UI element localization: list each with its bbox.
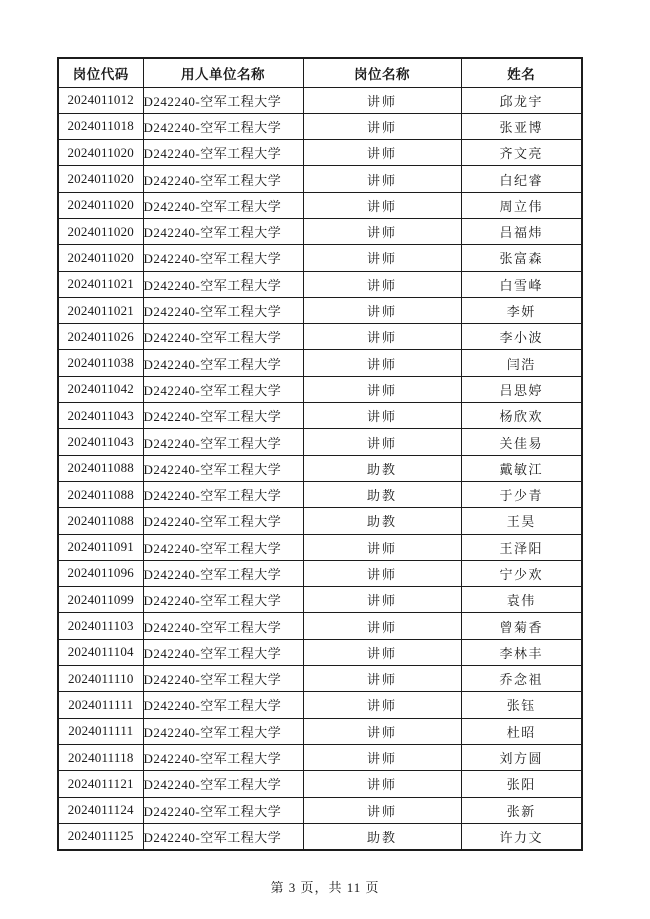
cell-position-title: 讲师 (303, 429, 461, 455)
table-row (58, 639, 582, 665)
cell-position-title: 讲师 (303, 192, 461, 218)
cell-person-name: 张钰 (461, 692, 582, 718)
cell-employer-name: D242240-空军工程大学 (143, 166, 303, 192)
cell-position-code: 2024011043 (58, 429, 143, 455)
cell-person-name: 李妍 (461, 297, 582, 323)
table-row (58, 560, 582, 586)
table-row (58, 297, 582, 323)
cell-position-code: 2024011088 (58, 481, 143, 507)
cell-position-code: 2024011099 (58, 587, 143, 613)
cell-position-code: 2024011118 (58, 744, 143, 770)
cell-person-name: 张富森 (461, 245, 582, 271)
cell-position-code: 2024011110 (58, 666, 143, 692)
cell-position-title: 助教 (303, 455, 461, 481)
table-header (58, 58, 582, 87)
cell-position-title: 讲师 (303, 403, 461, 429)
table-body (58, 87, 582, 850)
table-row (58, 666, 582, 692)
table-row (58, 271, 582, 297)
cell-person-name: 杨欣欢 (461, 403, 582, 429)
cell-person-name: 许力文 (461, 823, 582, 849)
cell-employer-name: D242240-空军工程大学 (143, 245, 303, 271)
column-header-code: 岗位代码 (58, 58, 143, 87)
cell-position-code: 2024011104 (58, 639, 143, 665)
cell-person-name: 吕福炜 (461, 218, 582, 244)
cell-position-title: 讲师 (303, 324, 461, 350)
cell-position-code: 2024011020 (58, 140, 143, 166)
cell-person-name: 戴敏江 (461, 455, 582, 481)
table-row (58, 797, 582, 823)
cell-person-name: 于少青 (461, 481, 582, 507)
cell-employer-name: D242240-空军工程大学 (143, 429, 303, 455)
cell-employer-name: D242240-空军工程大学 (143, 192, 303, 218)
cell-position-title: 讲师 (303, 350, 461, 376)
cell-employer-name: D242240-空军工程大学 (143, 218, 303, 244)
cell-position-title: 讲师 (303, 166, 461, 192)
table-row (58, 481, 582, 507)
cell-position-code: 2024011020 (58, 245, 143, 271)
cell-position-code: 2024011124 (58, 797, 143, 823)
table-row (58, 534, 582, 560)
table-row (58, 771, 582, 797)
cell-position-title: 讲师 (303, 271, 461, 297)
cell-person-name: 周立伟 (461, 192, 582, 218)
cell-position-title: 讲师 (303, 692, 461, 718)
cell-employer-name: D242240-空军工程大学 (143, 481, 303, 507)
cell-position-title: 讲师 (303, 140, 461, 166)
cell-position-code: 2024011026 (58, 324, 143, 350)
cell-position-code: 2024011038 (58, 350, 143, 376)
table-row (58, 455, 582, 481)
cell-employer-name: D242240-空军工程大学 (143, 534, 303, 560)
cell-position-title: 讲师 (303, 666, 461, 692)
cell-position-code: 2024011111 (58, 692, 143, 718)
cell-employer-name: D242240-空军工程大学 (143, 666, 303, 692)
cell-person-name: 白纪睿 (461, 166, 582, 192)
cell-employer-name: D242240-空军工程大学 (143, 718, 303, 744)
cell-employer-name: D242240-空军工程大学 (143, 560, 303, 586)
cell-person-name: 吕思婷 (461, 376, 582, 402)
column-header-position: 岗位名称 (303, 58, 461, 87)
table-row (58, 113, 582, 139)
table-row (58, 587, 582, 613)
table-row (58, 218, 582, 244)
cell-person-name: 白雪峰 (461, 271, 582, 297)
cell-person-name: 杜昭 (461, 718, 582, 744)
cell-position-title: 讲师 (303, 87, 461, 113)
table-row (58, 744, 582, 770)
cell-position-code: 2024011111 (58, 718, 143, 744)
cell-person-name: 曾菊香 (461, 613, 582, 639)
table-row (58, 403, 582, 429)
cell-position-code: 2024011012 (58, 87, 143, 113)
cell-employer-name: D242240-空军工程大学 (143, 297, 303, 323)
cell-employer-name: D242240-空军工程大学 (143, 324, 303, 350)
cell-position-code: 2024011125 (58, 823, 143, 849)
cell-employer-name: D242240-空军工程大学 (143, 140, 303, 166)
cell-position-title: 讲师 (303, 718, 461, 744)
cell-person-name: 张新 (461, 797, 582, 823)
table-row (58, 166, 582, 192)
header-row (58, 58, 582, 87)
cell-position-title: 助教 (303, 508, 461, 534)
cell-position-code: 2024011021 (58, 271, 143, 297)
table-row (58, 192, 582, 218)
cell-position-code: 2024011096 (58, 560, 143, 586)
table-row (58, 718, 582, 744)
cell-employer-name: D242240-空军工程大学 (143, 455, 303, 481)
cell-employer-name: D242240-空军工程大学 (143, 771, 303, 797)
column-header-employer: 用人单位名称 (143, 58, 303, 87)
cell-person-name: 袁伟 (461, 587, 582, 613)
table-row (58, 429, 582, 455)
cell-position-code: 2024011018 (58, 113, 143, 139)
cell-position-code: 2024011020 (58, 218, 143, 244)
cell-employer-name: D242240-空军工程大学 (143, 744, 303, 770)
table-row (58, 324, 582, 350)
cell-position-code: 2024011021 (58, 297, 143, 323)
cell-position-code: 2024011103 (58, 613, 143, 639)
table-row (58, 87, 582, 113)
cell-position-title: 讲师 (303, 639, 461, 665)
cell-employer-name: D242240-空军工程大学 (143, 692, 303, 718)
cell-position-title: 讲师 (303, 560, 461, 586)
cell-person-name: 李小波 (461, 324, 582, 350)
cell-position-code: 2024011020 (58, 166, 143, 192)
cell-employer-name: D242240-空军工程大学 (143, 613, 303, 639)
cell-employer-name: D242240-空军工程大学 (143, 376, 303, 402)
cell-employer-name: D242240-空军工程大学 (143, 403, 303, 429)
cell-person-name: 刘方圆 (461, 744, 582, 770)
table-row (58, 140, 582, 166)
cell-person-name: 宁少欢 (461, 560, 582, 586)
cell-person-name: 邱龙宇 (461, 87, 582, 113)
cell-employer-name: D242240-空军工程大学 (143, 823, 303, 849)
cell-person-name: 张阳 (461, 771, 582, 797)
cell-person-name: 王昊 (461, 508, 582, 534)
column-header-name: 姓名 (461, 58, 582, 87)
table-row (58, 692, 582, 718)
cell-position-code: 2024011042 (58, 376, 143, 402)
cell-position-title: 讲师 (303, 245, 461, 271)
cell-position-title: 讲师 (303, 534, 461, 560)
cell-position-title: 助教 (303, 481, 461, 507)
cell-employer-name: D242240-空军工程大学 (143, 113, 303, 139)
cell-position-title: 讲师 (303, 771, 461, 797)
cell-position-code: 2024011088 (58, 455, 143, 481)
cell-position-title: 讲师 (303, 218, 461, 244)
table-row (58, 508, 582, 534)
cell-position-code: 2024011088 (58, 508, 143, 534)
roster-table (57, 57, 583, 851)
cell-position-title: 讲师 (303, 797, 461, 823)
cell-person-name: 齐文亮 (461, 140, 582, 166)
cell-position-title: 讲师 (303, 613, 461, 639)
table-row (58, 350, 582, 376)
cell-position-title: 助教 (303, 823, 461, 849)
cell-person-name: 闫浩 (461, 350, 582, 376)
cell-employer-name: D242240-空军工程大学 (143, 797, 303, 823)
page-number-footer: 第 3 页，共 11 页 (270, 880, 380, 895)
cell-person-name: 李林丰 (461, 639, 582, 665)
cell-person-name: 王泽阳 (461, 534, 582, 560)
cell-position-code: 2024011043 (58, 403, 143, 429)
cell-position-title: 讲师 (303, 587, 461, 613)
table-row (58, 613, 582, 639)
cell-person-name: 乔念祖 (461, 666, 582, 692)
cell-employer-name: D242240-空军工程大学 (143, 87, 303, 113)
cell-position-code: 2024011020 (58, 192, 143, 218)
cell-position-title: 讲师 (303, 744, 461, 770)
cell-employer-name: D242240-空军工程大学 (143, 508, 303, 534)
cell-employer-name: D242240-空军工程大学 (143, 639, 303, 665)
cell-person-name: 关佳易 (461, 429, 582, 455)
cell-employer-name: D242240-空军工程大学 (143, 271, 303, 297)
cell-position-title: 讲师 (303, 376, 461, 402)
cell-employer-name: D242240-空军工程大学 (143, 587, 303, 613)
table-row (58, 376, 582, 402)
cell-person-name: 张亚博 (461, 113, 582, 139)
cell-position-title: 讲师 (303, 113, 461, 139)
table-row (58, 245, 582, 271)
cell-position-code: 2024011121 (58, 771, 143, 797)
cell-employer-name: D242240-空军工程大学 (143, 350, 303, 376)
cell-position-title: 讲师 (303, 297, 461, 323)
cell-position-code: 2024011091 (58, 534, 143, 560)
table-row (58, 823, 582, 849)
